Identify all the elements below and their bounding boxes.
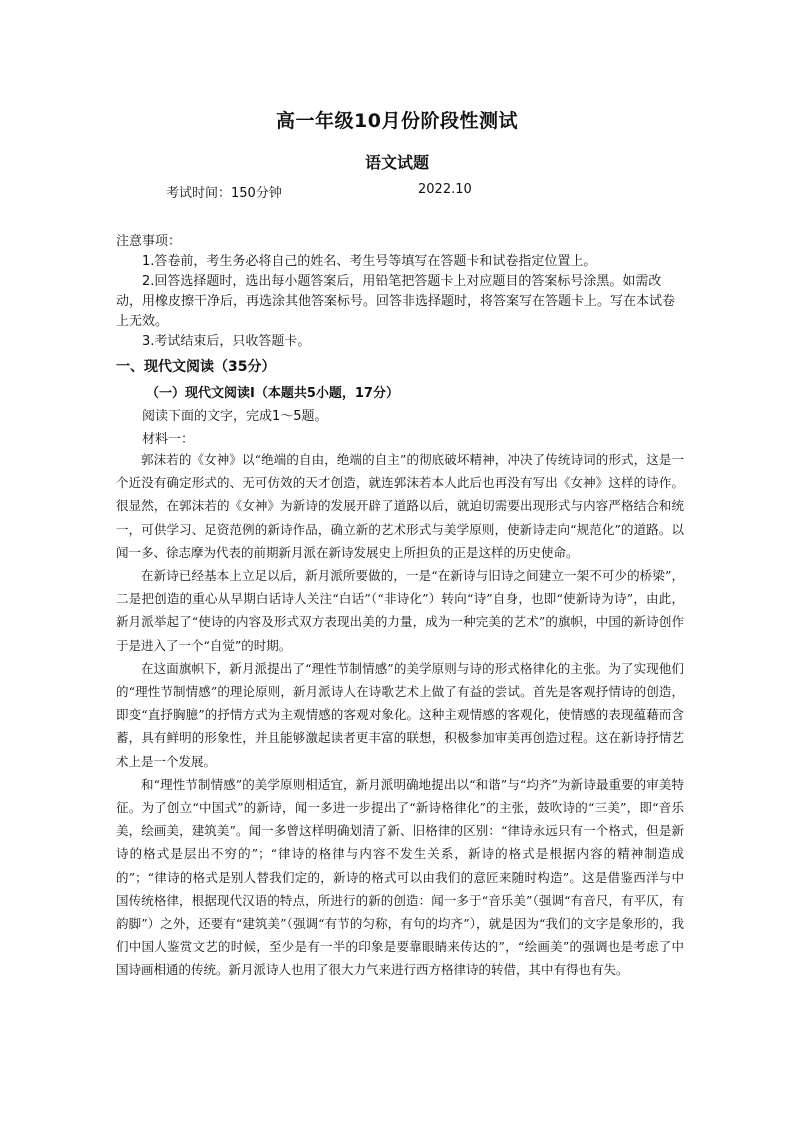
paragraph: 和“理性节制情感”的美学原则相适宜，新月派明确地提出以“和谐”与“均齐”为新诗最重要的审美特征。为了创立“中国式”的新诗，闻一多进一步提出了“新诗格律化”的主张，鼓吹诗的“三美”，即“音乐美，绘画美，建筑美”。闻一多曾这样明确划清了新、旧格律的区别：“律诗永远只有一个格式，但是新诗的格式是层出不穷的”；“律诗的格律与内容不发生关系，新诗的格式是根据内容的精神制造成的”；“律诗的格式是别人替我们定的，新诗的格式可以由我们的意匠来随时构造”。这是借鉴西洋与中国传统格律，根据现代汉语的特点，所进行的新的创造：闻一多于“音乐美”（强调“有音尺，有平仄，有韵脚”）之外，还要有“建筑美”（强调“有节的匀称，有句的均齐”），就是因为“我们的文字是象形的，我们中国人鉴赏文艺的时候，至少是有一半的印象是要靠眼睛来传达的”，“绘画美”的强调也是考虑了中国诗画相通的传统。新月派诗人也用了很大力气来进行西方格律诗的转借，其中有得也有失。 bbox=[116, 776, 684, 978]
paragraph: 在新诗已经基本上立足以后，新月派所要做的，一是“在新诗与旧诗之间建立一架不可少的桥梁”，二是把创造的重心从早期白话诗人关注“白话”（“非诗化”）转向“诗”自身，也即“使新诗为诗”，由此，新月派举起了“使诗的内容及形式双方表现出美的力量，成为一种完美的艺术”的旗帜，中国的新诗创作于是进入了一个“自觉”的时期。 bbox=[116, 568, 684, 653]
paragraph: 在这面旗帜下，新月派提出了“理性节制情感”的美学原则与诗的形式格律化的主张。为了实现他们的“理性节制情感”的理论原则，新月派诗人在诗歌艺术上做了有益的尝试。首先是客观抒情诗的创造，即变“直抒胸臆”的抒情方式为主观情感的客观对象化。这种主观情感的客观化，使情感的表现蕴藉而含蓄，具有鲜明的形象性，并且能够激起读者更丰富的联想，积极参加审美再创造过程。这在新诗抒情艺术上是一个发展。 bbox=[116, 660, 684, 769]
paragraph: 郭沫若的《女神》以“绝端的自由，绝端的自主”的彻底破坏精神，冲决了传统诗词的形式，这是一个近没有确定形式的、无可仿效的天才创造，就连郭沫若本人此后也再没有写出《女神》这样的诗作。很显然，在郭沫若的《女神》为新诗的发展开辟了道路以后，就迫切需要出现形式与内容严格结合和统一，可供学习、足资范例的新诗作品，确立新的艺术形式与美学原则，使新诗走向“规范化”的道路。以闻一多、徐志摩为代表的前期新月派在新诗发展史上所担负的正是这样的历史使命。 bbox=[116, 452, 684, 560]
notice-item-2: 2.回答选择题时，选出每小题答案后，用铅笔把答题卡上对应题目的答案标号涂黑。如需改动，用橡皮擦干净后，再选涂其他答案标号。回答非选择题时，将答案写在答题卡上。写在本试卷上无效。 bbox=[116, 274, 676, 329]
notice-item-1: 1.答卷前，考生务必将自己的姓名、考生号等填写在答题卡和试卷指定位置上。 bbox=[142, 254, 597, 269]
notice-heading: 注意事项： bbox=[116, 234, 182, 249]
section-heading: 一、现代文阅读（35分） bbox=[116, 359, 276, 375]
exam-date: 2022.10 bbox=[418, 182, 472, 197]
material-text bbox=[116, 448, 684, 982]
exam-subtitle: 语文试题 bbox=[364, 153, 429, 172]
material-label: 材料一： bbox=[142, 432, 195, 447]
exam-title: 高一年级10月份阶段性测试 bbox=[276, 110, 518, 132]
sub-section-heading: （一）现代文阅读Ⅰ（本题共5小题，17分） bbox=[146, 386, 399, 401]
notice-block bbox=[116, 232, 684, 352]
notice-item-3: 3.考试结束后，只收答题卡。 bbox=[142, 334, 311, 349]
exam-time: 考试时间：150分钟 bbox=[166, 186, 282, 201]
reading-instruction: 阅读下面的文字，完成1～5题。 bbox=[142, 409, 328, 424]
